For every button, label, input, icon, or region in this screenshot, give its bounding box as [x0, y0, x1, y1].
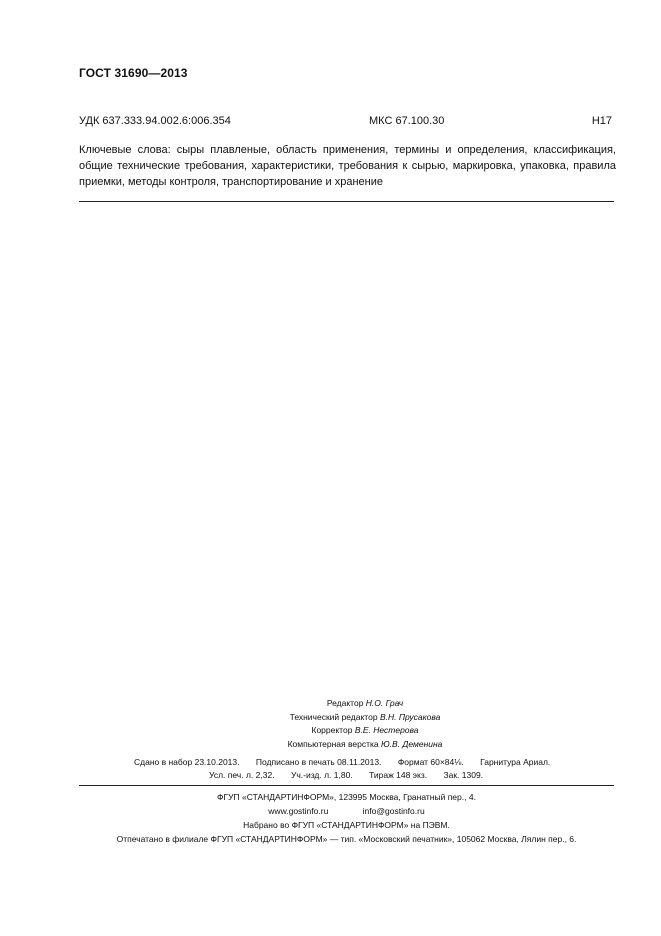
keywords-line: приемки, методы контроля, транспортирование и хранение: [79, 176, 384, 188]
credit-editor: Редактор Н.О. Грач: [326, 698, 404, 708]
credits-block: [200, 697, 530, 751]
udk-code: УДК 637.333.94.002.6:006.354: [79, 115, 231, 127]
document-code: ГОСТ 31690—2013: [79, 66, 188, 80]
publication-line-1: Сдано в набор 23.10.2013. Подписано в печать 08.11.2013. Формат 60×84⅛. Гарнитура Ариал.: [134, 757, 551, 767]
keywords-paragraph: [79, 142, 616, 190]
mks-code: МКС 67.100.30: [369, 115, 445, 127]
footer-contacts: [79, 804, 614, 818]
divider-top: [79, 201, 614, 202]
credit-corrector: Корректор В.Е. Нестерова: [311, 725, 419, 735]
divider-bottom: [79, 785, 614, 786]
footer-block: [79, 790, 614, 846]
class-code: Н17: [591, 115, 612, 127]
footer-printed: Отпечатано в филиале ФГУП «СТАНДАРТИНФОРМ» — тип. «Московский печатник», 105062 Москва, Лялин пер., 6.: [116, 834, 577, 844]
keywords-line: общие технические требования, характеристики, требования к сырью, маркировка, упаковка, правила: [79, 160, 616, 172]
footer-typeset: Набрано во ФГУП «СТАНДАРТИНФОРМ» на ПЭВМ.: [243, 820, 450, 830]
credit-tech-editor: Технический редактор В.Н. Прусакова: [289, 711, 441, 722]
publication-line-2: Усл. печ. л. 2,32. Уч.-изд. л. 1,80. Тираж 148 экз. Зак. 1309.: [209, 770, 484, 780]
publication-info: [90, 756, 610, 782]
footer-email-link[interactable]: info@gostinfo.ru: [362, 806, 425, 816]
footer-site-link[interactable]: www.gostinfo.ru: [268, 806, 329, 816]
credit-layout: Компьютерная верстка Ю.В. Деменина: [287, 738, 443, 749]
keywords-line: Ключевые слова: сыры плавленые, область применения, термины и определения, классификация,: [79, 144, 616, 156]
footer-org: ФГУП «СТАНДАРТИНФОРМ», 123995 Москва, Гранатный пер., 4.: [217, 792, 476, 802]
